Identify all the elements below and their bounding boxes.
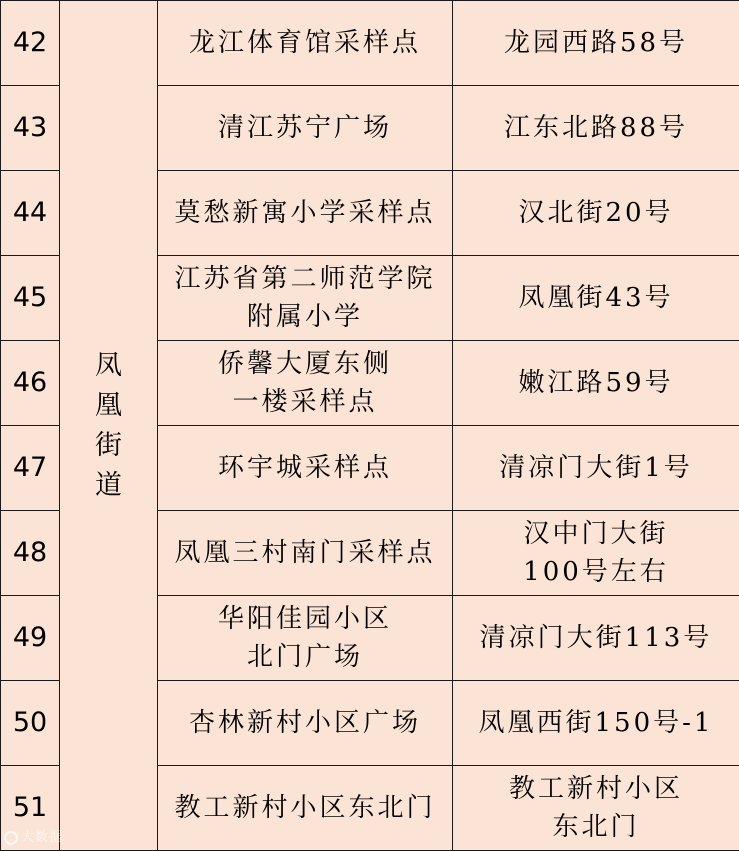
site-name-line: 江苏省第二师范学院 bbox=[174, 264, 436, 294]
address-line: 凤凰街43号 bbox=[518, 283, 674, 313]
site-name-line: 教工新村小区东北门 bbox=[174, 793, 436, 823]
address-cell bbox=[453, 596, 739, 681]
address-cell bbox=[453, 766, 739, 851]
row-number: 44 bbox=[1, 171, 60, 256]
address-line: 嫩江路59号 bbox=[518, 368, 674, 398]
site-name-line: 附属小学 bbox=[246, 302, 363, 332]
row-number: 47 bbox=[1, 426, 60, 511]
row-number: 43 bbox=[1, 86, 60, 171]
site-name-cell bbox=[158, 171, 453, 256]
site-name-line: 环宇城采样点 bbox=[217, 453, 392, 483]
site-name-line: 北门广场 bbox=[246, 642, 363, 672]
address-cell bbox=[453, 1, 739, 86]
row-number: 46 bbox=[1, 341, 60, 426]
address-cell bbox=[453, 171, 739, 256]
address-line: 100号左右 bbox=[523, 557, 669, 587]
address-cell bbox=[453, 511, 739, 596]
address-cell bbox=[453, 86, 739, 171]
address-cell bbox=[453, 681, 739, 766]
site-name-line: 杏林新村小区广场 bbox=[188, 708, 421, 738]
site-name-cell bbox=[158, 86, 453, 171]
site-name-line: 莫愁新寓小学采样点 bbox=[174, 198, 436, 228]
row-number: 49 bbox=[1, 596, 60, 681]
address-line: 东北门 bbox=[552, 812, 640, 842]
site-name-line: 华阳佳园小区 bbox=[217, 604, 392, 634]
address-line: 清凉门大街1号 bbox=[499, 453, 693, 483]
row-number: 48 bbox=[1, 511, 60, 596]
watermark-text: 大数据 bbox=[21, 830, 64, 845]
site-name-cell bbox=[158, 681, 453, 766]
address-line: 凤凰西街150号-1 bbox=[478, 708, 714, 738]
row-number: 51 bbox=[1, 766, 60, 851]
address-line: 汉北街20号 bbox=[518, 198, 674, 228]
site-name-cell bbox=[158, 1, 453, 86]
site-name-cell bbox=[158, 596, 453, 681]
site-name-cell bbox=[158, 341, 453, 426]
address-cell bbox=[453, 426, 739, 511]
address-line: 清凉门大街113号 bbox=[479, 623, 713, 653]
table-row bbox=[1, 1, 739, 86]
site-name-line: 凤凰三村南门采样点 bbox=[174, 538, 436, 568]
district-name: 凤凰街道 bbox=[95, 349, 122, 501]
address-line: 龙园西路58号 bbox=[503, 28, 689, 58]
watermark-logo-icon bbox=[4, 831, 18, 845]
watermark bbox=[4, 826, 63, 845]
address-line: 教工新村小区 bbox=[508, 774, 683, 804]
site-name-cell bbox=[158, 766, 453, 851]
table-body bbox=[1, 1, 739, 851]
address-line: 汉中门大街 bbox=[523, 519, 669, 549]
row-number: 42 bbox=[1, 1, 60, 86]
site-name-cell bbox=[158, 511, 453, 596]
row-number: 45 bbox=[1, 256, 60, 341]
district-cell bbox=[60, 1, 158, 851]
site-name-cell bbox=[158, 426, 453, 511]
site-name-line: 一楼采样点 bbox=[232, 387, 378, 417]
row-number: 50 bbox=[1, 681, 60, 766]
site-name-line: 龙江体育馆采样点 bbox=[188, 28, 421, 58]
site-name-cell bbox=[158, 256, 453, 341]
address-cell bbox=[453, 256, 739, 341]
address-cell bbox=[453, 341, 739, 426]
site-name-line: 清江苏宁广场 bbox=[217, 113, 392, 143]
site-name-line: 侨馨大厦东侧 bbox=[217, 349, 392, 379]
address-line: 江东北路88号 bbox=[503, 113, 689, 143]
